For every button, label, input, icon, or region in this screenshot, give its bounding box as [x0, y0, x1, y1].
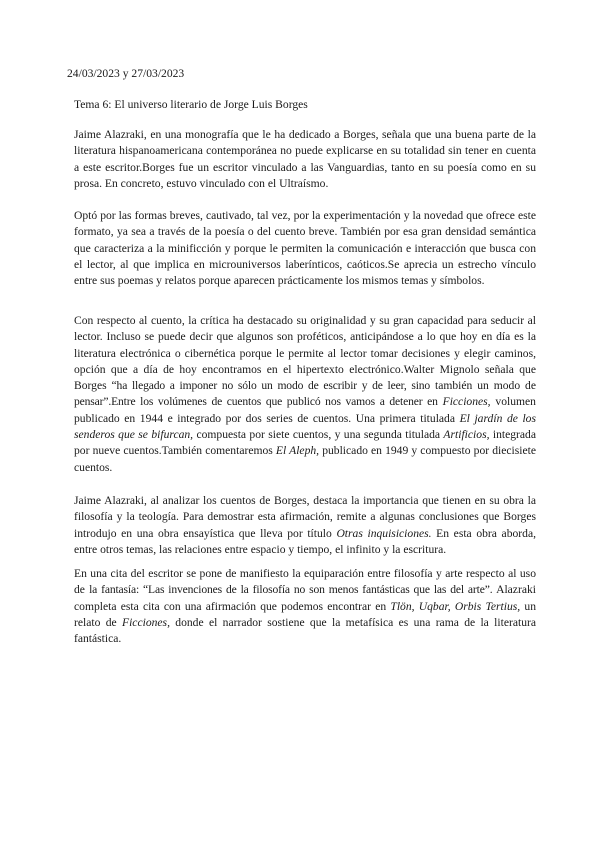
- text-segment: En una cita del escritor se pone de manifiesto la equiparación entre filosofía y arte respecto al uso de: [74, 567, 536, 597]
- italic-title-tlon: Tlön, Uqbar, Orbis Tertius,: [390, 599, 521, 613]
- paragraph-filosofia-teologia: [74, 493, 536, 558]
- paragraph-fantasia: [74, 566, 536, 647]
- text-segment: Con respecto al cuento, la crítica ha destacado su originalidad y su gran capacidad para seducir al lector. Incluso se puede decir que algunos son proféticos, anticipándose a lo que hoy en día es la literatura electrónica o cibernética porque le permite al lector tomar decisiones y elegir caminos, opción que a día de hoy encontramos en el hipertexto electrónico.Walter Mignolo señala que Borges: [74, 314, 536, 393]
- text-segment: compuesta por siete cuentos, y una segunda titulada: [193, 428, 444, 442]
- text-segment: . Alazraki completa esta cita con una afirmación que podemos encontrar en: [74, 583, 536, 613]
- document-title: Tema 6: El universo literario de Jorge Luis Borges: [74, 98, 308, 111]
- borges-quote: la fantasía: “Las invenciones de la filosofía no son menos fantásticas que las del arte”: [89, 583, 490, 597]
- italic-title-otras-inquisiciones: Otras inquisiciones.: [336, 526, 432, 540]
- text-segment: Jaime Alazraki, al analizar los cuentos de Borges, destaca la importancia que tienen en su obra la filosofía y la teología. Para demostrar esta afirmación, remite a algunas conclusiones que Borges introdujo en una obra ensayística que lleva por título: [74, 494, 536, 540]
- italic-title-artificios: Artificios,: [443, 428, 490, 442]
- mignolo-quote-part-1: “ha llegado a imponer no sólo un modo de escribir y de leer, sino: [111, 379, 431, 393]
- text-segment: también un modo de: [430, 379, 536, 393]
- text-segment: integrada por nueve cuentos.También comentaremos: [74, 428, 536, 458]
- text-segment: publicado en 1949 y compuesto por diecisiete cuentos.: [74, 444, 536, 474]
- paragraph-alazraki-intro: Jaime Alazraki, en una monografía que le ha dedicado a Borges, señala que una buena parte de la literatura hispanoamericana contemporánea no puede explicarse en su totalidad sin tener en cuenta a este escritor.Borges fue un escritor vinculado a las Vanguardias, tanto en su poesía como en su prosa. En concreto, estuvo vinculado con el Ultraísmo.: [74, 128, 536, 190]
- paragraph-formas-breves: Optó por las formas breves, cautivado, tal vez, por la experimentación y la novedad que ofrece este formato, ya sea a través de la poesía o del cuento breve. También por esa gran densidad semántica que caracteriza a la minificción y porque le permiten la comunicación e interacción que busca con el lector, al que implica en microuniversos laberínticos, caóticos.Se aprecia un estrecho vínculo entre sus poemas y relatos porque aparecen prácticamente los mismos temas y símbolos.: [74, 209, 536, 288]
- italic-title-ficciones-2: Ficciones,: [122, 615, 170, 629]
- text-segment: En esta obra aborda, entre otros temas, las relaciones entre espacio y tiempo, el infinito y la escritura.: [74, 526, 536, 556]
- italic-title-jardin: El jardín de los senderos que se bifurcan,: [74, 411, 536, 442]
- text-segment: volumen publicado en 1944 e integrado por dos series de cuentos. Una primera titulada: [74, 395, 536, 425]
- mignolo-quote-part-2: pensar”.Entre los volúmenes de cuentos que publicó nos vamos a detener en: [74, 395, 438, 409]
- italic-title-aleph: El Aleph,: [275, 444, 320, 458]
- text-segment: un relato de: [74, 599, 536, 629]
- italic-title-ficciones: Ficciones,: [442, 395, 491, 409]
- text-segment: donde el narrador sostiene que la metafísica es una rama de la literatura fantástica.: [74, 615, 536, 646]
- paragraph-cuento: [74, 313, 536, 476]
- document-date: 24/03/2023 y 27/03/2023: [67, 67, 185, 80]
